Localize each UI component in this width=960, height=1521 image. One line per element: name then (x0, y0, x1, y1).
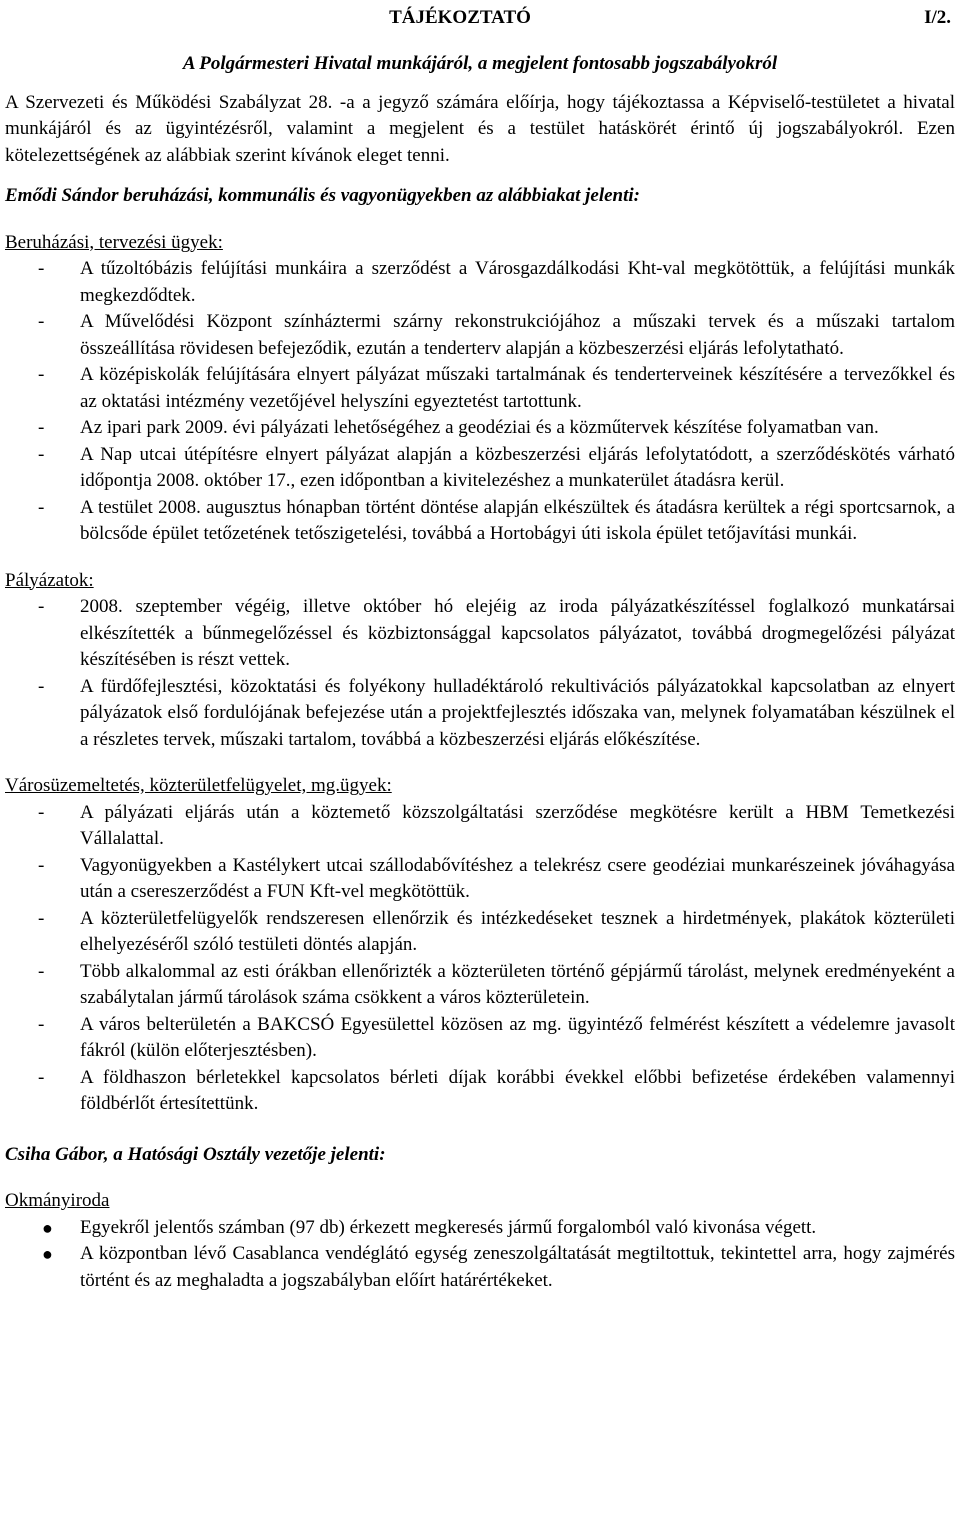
report2-person-heading: Csiha Gábor, a Hatósági Osztály vezetője jelenti: (5, 1143, 386, 1165)
investments-list (5, 256, 955, 548)
intro-paragraph: A Szervezeti és Működési Szabályzat 28. -a a jegyző számára előírja, hogy tájékoztassa a Képviselő-testületet a hivatal munkájáról és az ügyintézésről, valamint a megjelent és a testület hatáskörét érintő új jogszabályokról. Ezen kötelezettségének az alábbiak szerint kívánok eleget tenni. (5, 91, 955, 166)
section-heading-applications: Pályázatok: (5, 569, 94, 591)
list-item: ● Egyekről jelentős számban (97 db) érkezett megkeresés jármű forgalomból való kivonása végett. (42, 1216, 817, 1238)
list-item: ● A központban lévő Casablanca vendéglátó egység zeneszolgáltatását megtiltottuk, tekintettel arra, hogy zajmérés történt és az meghaladta a jogszabályban előírt határértékeket. (42, 1243, 955, 1291)
applications-list (5, 594, 955, 753)
document-subtitle: A Polgármesteri Hivatal munkájáról, a megjelent fontosabb jogszabályokról (182, 53, 778, 74)
document-header (5, 3, 955, 35)
list-item: - A város belterületén a BAKCSÓ Egyesülettel közösen az mg. ügyintéző felmérést készített a védelemre javasolt fákról (külön előterjesztésben). (38, 1013, 955, 1061)
list-item: - Vagyonügyekben a Kastélykert utcai szállodabővítéshez a telekrész csere geodéziai munkarészeinek jóváhagyása után a csereszerződést a FUN Kft-vel megkötöttük. (38, 854, 955, 902)
document-office-list (5, 1215, 955, 1295)
page-number: I/2. (924, 7, 951, 28)
list-item: - A Nap utcai útépítésre elnyert pályázat alapján a közbeszerzési eljárás lefolytatódott, a szerződéskötés várható időpontja 2008. október 17., ezen időpontban a kivitelezéshez a munkaterület átadásra kerül. (38, 443, 955, 491)
list-item: - A tűzoltóbázis felújítási munkáira a szerződést a Városgazdálkodási Kht-val megkötöttük, a felújítási munkák megkezdődtek. (38, 258, 955, 306)
list-item: - 2008. szeptember végéig, illetve október hó elejéig az iroda pályázatkészítéssel foglalkozó munkatársai elkészítették a bűnmegelőzéssel és közbiztonsággal kapcsolatos pályázatot, továbbá drogmegelőzési pályázat készítésében is részt vettek. (38, 596, 955, 670)
document-title: TÁJÉKOZTATÓ (389, 7, 531, 28)
list-item: - A fürdőfejlesztési, közoktatási és folyékony hulladéktároló rekultivációs pályázatokkal kapcsolatban az elnyert pályázatok első fordulójának befejezése után a projektfejlesztés időszaka van, melynek folyamatában készülnek el a részletes tervek, műszaki tartalom, továbbá a közbeszerzési eljárás előkészítése. (38, 675, 955, 750)
list-item: - A pályázati eljárás után a köztemető közszolgáltatási szerződése megkötésre került a HBM Temetkezési Vállalattal. (38, 801, 955, 849)
list-item: - A földhaszon bérletekkel kapcsolatos bérleti díjak korábbi évekkel előbbi befizetése érdekében valamennyi földbérlőt értesítettünk. (38, 1066, 955, 1114)
list-item: - A testület 2008. augusztus hónapban történt döntése alapján elkészültek és átadásra kerültek a régi sportcsarnok, a bölcsőde épület tetőzetének tetőszigetelési, továbbá a Hortobágyi úti iskola épület tetőjavítási munkái. (38, 496, 955, 544)
list-item: - A közterületfelügyelők rendszeresen ellenőrzik és intézkedéseket tesznek a hirdetmények, plakátok közterületi elhelyezéséről szóló testületi döntés alapján. (38, 907, 955, 955)
report1-person-heading: Emődi Sándor beruházási, kommunális és vagyonügyekben az alábbiakat jelenti: (5, 185, 640, 206)
list-item: - A középiskolák felújítására elnyert pályázat műszaki tartalmának és tenderterveinek készítésére a tervezőkkel és az oktatási intézmény vezetőjével helyszíni egyeztetést tartottunk. (38, 364, 955, 412)
city-operations-list (5, 800, 955, 1118)
section-heading-investments: Beruházási, tervezési ügyek: (5, 231, 223, 253)
section-heading-document-office: Okmányiroda (5, 1190, 110, 1211)
section-heading-city-operations: Városüzemeltetés, közterületfelügyelet, mg.ügyek: (5, 775, 392, 796)
list-item: - Az ipari park 2009. évi pályázati lehetőségéhez a geodéziai és a közműtervek készítése folyamatban van. (38, 417, 879, 438)
list-item: - Több alkalommal az esti órákban ellenőrizték a közterületen történő gépjármű tárolást, melynek eredményeként a szabálytalan jármű tárolások száma csökkent a város közterületein. (38, 960, 955, 1008)
list-item: - A Művelődési Központ színháztermi szárny rekonstrukciójához a műszaki tervek és a műszaki tartalom összeállítása rövidesen befejeződik, ezután a tenderterv alapján a közbeszerzési eljárás lefolytatható. (38, 311, 955, 359)
